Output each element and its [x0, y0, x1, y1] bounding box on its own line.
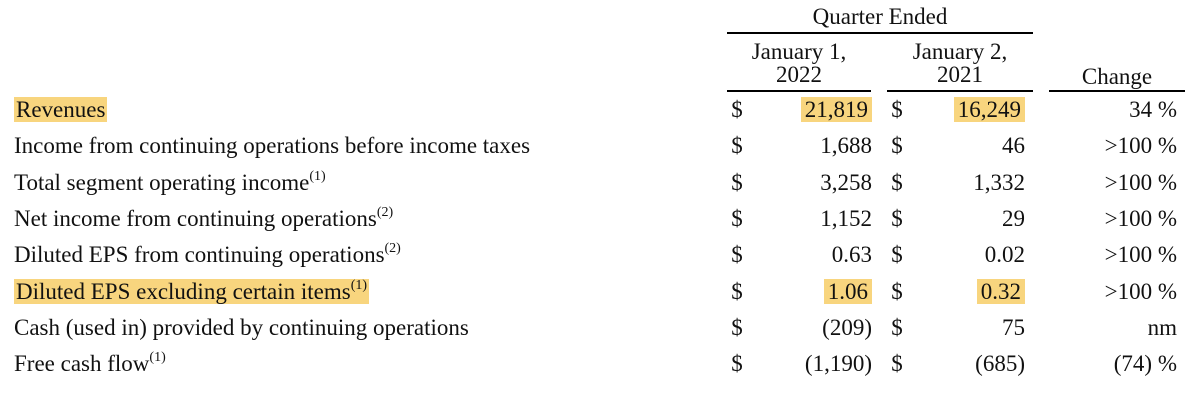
prior-value-cell: [920, 314, 1025, 342]
currency-symbol: $: [731, 97, 743, 122]
prior-value: 46: [1002, 133, 1025, 158]
current-value: 0.63: [831, 242, 872, 267]
prior-value: 29: [1002, 206, 1025, 231]
row-label-text: Net income from continuing operations$^{(2)}$: [14, 205, 394, 231]
current-value-cell: [760, 314, 872, 342]
col-prior-header: [887, 40, 1033, 86]
currency-symbol: $: [891, 351, 903, 376]
row-label-text: Free cash flow$^{(1)}$: [14, 350, 166, 376]
col-current-date: January 1,: [751, 39, 847, 64]
change-value: >100 %: [1104, 133, 1177, 158]
change-value: nm: [1147, 315, 1177, 340]
col-prior-rule: [887, 90, 1033, 92]
currency-symbol: $: [891, 242, 903, 267]
col-prior-year: 2021: [937, 62, 983, 87]
currency-symbol: $: [891, 315, 903, 340]
prior-value: 0.02: [984, 242, 1025, 267]
change-value: >100 %: [1104, 170, 1177, 195]
change-value: 34 %: [1129, 97, 1177, 122]
quarter-ended-header: Quarter Ended: [812, 4, 948, 29]
prior-value-cell: [920, 350, 1025, 378]
change-rule: [1049, 90, 1185, 92]
change-value: >100 %: [1104, 242, 1177, 267]
current-value-cell: [760, 169, 872, 197]
prior-value-cell: [920, 96, 1025, 124]
row-label: [14, 278, 369, 306]
quarter-ended-rule: [727, 32, 1033, 34]
change-value: (74) %: [1113, 351, 1177, 376]
currency-symbol: $: [731, 242, 743, 267]
row-label: [14, 241, 401, 269]
current-value: 21,819: [801, 97, 872, 122]
row-label: [14, 132, 530, 160]
currency-symbol: $: [731, 170, 743, 195]
prior-value: 75: [1002, 315, 1025, 340]
current-value: 3,258: [820, 170, 872, 195]
currency-symbol: $: [891, 206, 903, 231]
current-value: 1.06: [824, 279, 872, 304]
footnote-marker: (2): [384, 241, 401, 257]
current-value-cell: [760, 241, 872, 269]
currency-symbol: $: [891, 170, 903, 195]
currency-symbol: $: [731, 206, 743, 231]
footnote-marker: (2): [376, 205, 394, 221]
currency-symbol: $: [731, 133, 743, 158]
prior-value: 0.32: [977, 279, 1025, 304]
row-label: [14, 350, 166, 378]
current-value: (209): [822, 315, 872, 340]
col-current-year: 2022: [776, 62, 822, 87]
row-label-text: Diluted EPS from continuing operations$^{(2)}$: [14, 241, 401, 267]
current-value-cell: [760, 205, 872, 233]
row-label-text: Total segment operating income$^{(1)}$: [14, 169, 326, 195]
col-current-rule: [727, 90, 871, 92]
currency-symbol: $: [891, 133, 903, 158]
row-label-text: Diluted EPS excluding certain items$^{(1)}$: [16, 278, 368, 304]
prior-value: 16,249: [954, 97, 1025, 122]
row-label: [14, 169, 326, 197]
row-label-text: Cash (used in) provided by continuing operations: [14, 315, 469, 340]
footnote-marker: (1): [350, 278, 368, 294]
currency-symbol: $: [891, 279, 903, 304]
change-value: >100 %: [1104, 206, 1177, 231]
row-label: [14, 96, 107, 124]
prior-value-cell: [920, 132, 1025, 160]
current-value-cell: [760, 132, 872, 160]
col-prior-date: January 2,: [912, 39, 1008, 64]
current-value: (1,190): [804, 351, 872, 376]
row-label-text: Revenues: [16, 97, 106, 122]
current-value: 1,688: [820, 133, 872, 158]
prior-value: 1,332: [973, 170, 1025, 195]
footnote-marker: (1): [309, 169, 326, 185]
col-current-header: [727, 40, 871, 86]
change-value: >100 %: [1104, 279, 1177, 304]
change-header: Change: [1081, 64, 1153, 89]
prior-value-cell: [920, 169, 1025, 197]
row-label-text: Income from continuing operations before income taxes: [14, 133, 531, 158]
currency-symbol: $: [731, 315, 743, 340]
row-label: [14, 314, 469, 342]
current-value-cell: [760, 96, 872, 124]
currency-symbol: $: [731, 279, 743, 304]
prior-value-cell: [920, 241, 1025, 269]
currency-symbol: $: [891, 97, 903, 122]
current-value-cell: [760, 278, 872, 306]
current-value: 1,152: [820, 206, 872, 231]
row-label: [14, 205, 393, 233]
current-value-cell: [760, 350, 872, 378]
prior-value: (685): [975, 351, 1025, 376]
prior-value-cell: [920, 278, 1025, 306]
currency-symbol: $: [731, 351, 743, 376]
prior-value-cell: [920, 205, 1025, 233]
footnote-marker: (1): [149, 350, 166, 366]
